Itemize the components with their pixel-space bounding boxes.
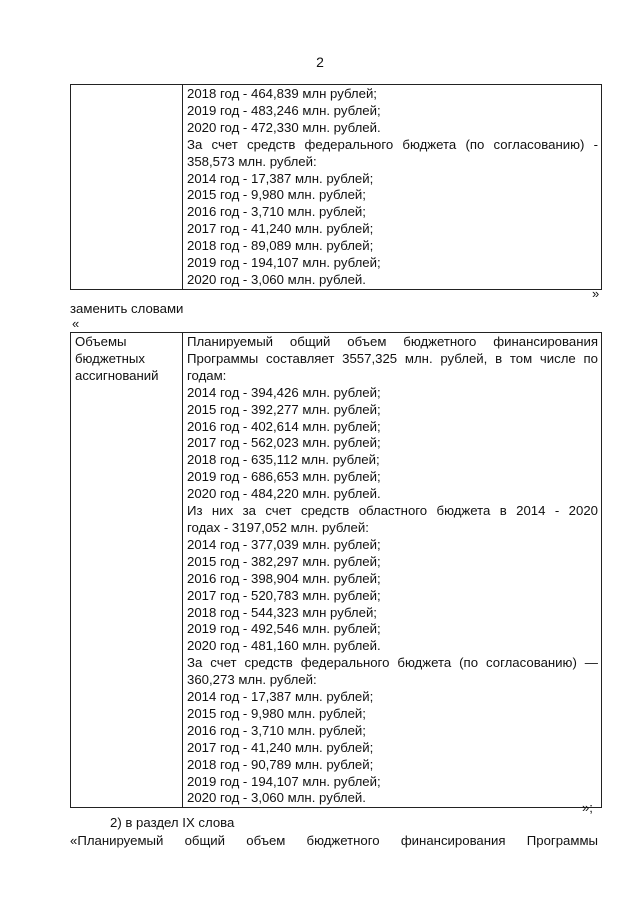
text-line: 2020 год - 481,160 млн. рублей. — [187, 638, 381, 654]
text-line: годах - 3197,052 млн. рублей: — [187, 519, 369, 535]
text-line: 2016 год - 402,614 млн. рублей; — [187, 418, 381, 434]
text-line: 2017 год - 562,023 млн. рублей; — [187, 435, 381, 451]
text-line: 2019 год - 492,546 млн. рублей; — [187, 621, 381, 637]
text-line: 2014 год - 394,426 млн. рублей; — [187, 384, 381, 400]
text-line: 2015 год - 392,277 млн. рублей; — [187, 401, 381, 417]
replace-words-text: заменить словами — [70, 301, 184, 316]
label-line: бюджетных — [75, 350, 145, 366]
text-line: Программы составляет 3557,325 млн. рублей, в том числе по — [187, 350, 598, 366]
text-line: 2020 год - 484,220 млн. рублей. — [187, 486, 381, 502]
text-line: 2015 год - 382,297 млн. рублей; — [187, 553, 381, 569]
text-line: 2019 год - 483,246 млн. рублей; — [187, 102, 381, 118]
text-line: 2019 год - 194,107 млн. рублей; — [187, 255, 381, 271]
text-line: Из них за счет средств областного бюджета в 2014 - 2020 — [187, 503, 598, 519]
funding-table-new — [70, 332, 602, 808]
section-ix-text: 2) в раздел IX слова — [110, 815, 235, 830]
text-line: 2018 год - 89,089 млн. рублей; — [187, 238, 374, 254]
text-line: За счет средств федерального бюджета (по согласованию) - — [187, 136, 598, 152]
closing-quote: »; — [582, 800, 593, 815]
table-content-cell — [183, 333, 602, 808]
budget-allocations-label-cell — [71, 333, 183, 808]
label-line: Объемы — [75, 334, 127, 349]
text-line: 2019 год - 686,653 млн. рублей; — [187, 469, 381, 485]
text-line: 2018 год - 635,112 млн. рублей; — [187, 452, 380, 468]
text-line: 2018 год - 544,323 млн рублей; — [187, 604, 377, 620]
text-line: 2015 год - 9,980 млн. рублей; — [187, 187, 366, 203]
label-line: ассигнований — [75, 367, 159, 383]
page-number: 2 — [316, 54, 324, 70]
text-line: 2017 год - 41,240 млн. рублей; — [187, 739, 374, 755]
text-line: 2016 год - 398,904 млн. рублей; — [187, 570, 381, 586]
text-line: 2016 год - 3,710 млн. рублей; — [187, 722, 366, 738]
text-line: 2017 год - 520,783 млн. рублей; — [187, 587, 381, 603]
text-line: За счет средств федерального бюджета (по согласованию) — — [187, 655, 598, 671]
table-empty-label-cell — [71, 85, 183, 290]
text-line: 2014 год - 17,387 млн. рублей; — [187, 689, 374, 705]
text-line: годам: — [187, 367, 227, 383]
text-line: 2016 год - 3,710 млн. рублей; — [187, 204, 366, 220]
text-line: Планируемый общий объем бюджетного финансирования — [187, 334, 598, 349]
text-line: 2020 год - 472,330 млн. рублей. — [187, 119, 381, 135]
text-line: 358,573 млн. рублей: — [187, 153, 317, 169]
closing-quote: » — [592, 286, 600, 301]
text-line: 2015 год - 9,980 млн. рублей; — [187, 705, 366, 721]
text-line: 2018 год - 90,789 млн. рублей; — [187, 756, 374, 772]
text-line: 2018 год - 464,839 млн рублей; — [187, 86, 377, 101]
text-line: 2020 год - 3,060 млн. рублей. — [187, 790, 366, 806]
text-line: 2019 год - 194,107 млн. рублей; — [187, 773, 381, 789]
quoted-paragraph-start: «Планируемый общий объем бюджетного финансирования Программы — [70, 833, 598, 848]
text-line: 2020 год - 3,060 млн. рублей. — [187, 271, 366, 287]
funding-table-old — [70, 84, 602, 290]
text-line: 2014 год - 17,387 млн. рублей; — [187, 170, 374, 186]
text-line: 2017 год - 41,240 млн. рублей; — [187, 221, 374, 237]
opening-quote: « — [72, 316, 80, 331]
table-content-cell — [183, 85, 602, 290]
text-line: 360,273 млн. рублей: — [187, 672, 317, 688]
text-line: 2014 год - 377,039 млн. рублей; — [187, 536, 381, 552]
